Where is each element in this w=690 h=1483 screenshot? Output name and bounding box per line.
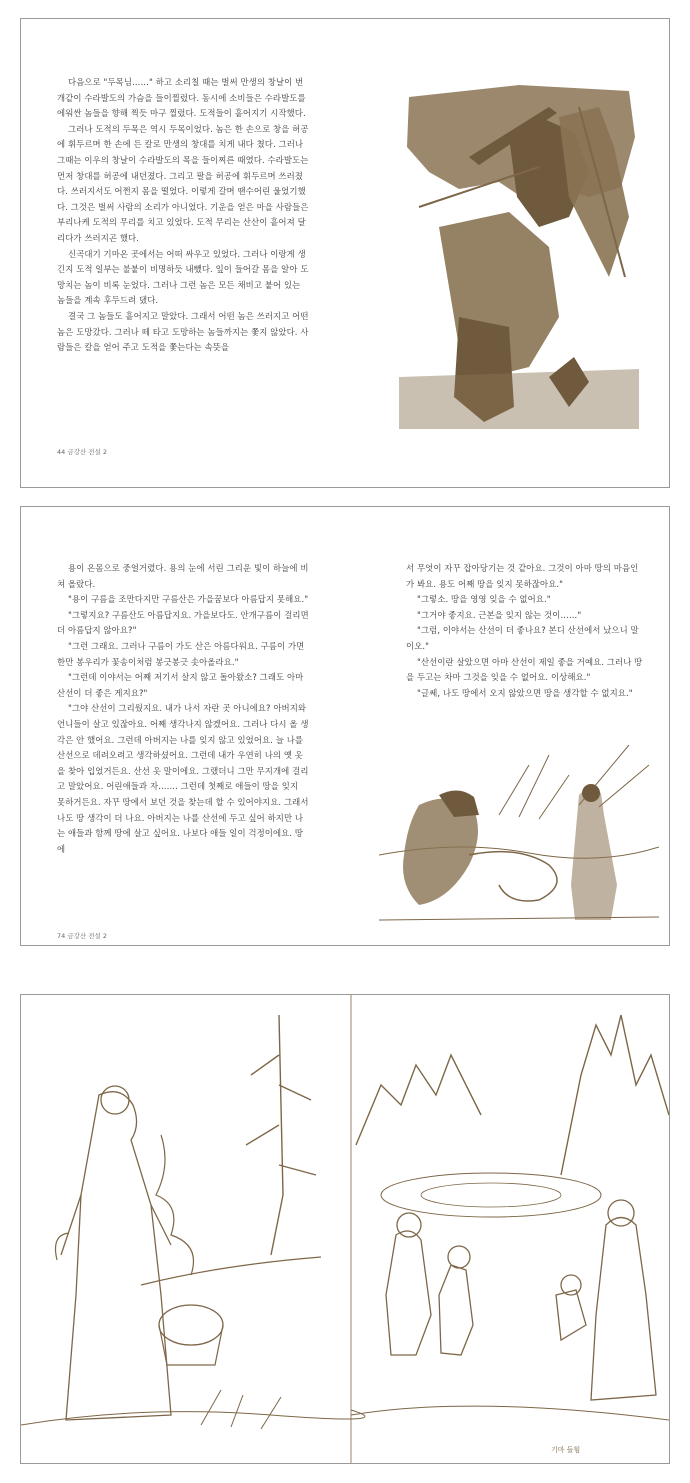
page-75-text [406, 561, 646, 701]
paragraph: "용이 구름을 조만다지만 구름산은 가을꿈보다 아름답지 못해요." [68, 594, 309, 605]
paragraph: "글쎄, 나도 땅에서 오지 않았으면 땅을 생각할 수 없지요." [417, 687, 633, 698]
paragraph: 용이 온몸으로 중얼거렸다. 용의 눈에 서린 그리운 빛이 하늘에 비쳐 올랐다. [57, 563, 309, 589]
folio [57, 447, 107, 456]
paragraph: "산선이란 살았으면 아마 산선이 제일 좋을 거예요. 그러나 땅을 두고는 차마 그것을 잊을 수 없어요. 이상해요." [406, 656, 643, 683]
mountain-family-illustration [21, 995, 669, 1463]
paragraph: 그러나 도적의 두목은 역시 두목이었다. 놈은 한 손으로 창을 허공에 휘두르며 한 손에 든 칼로 만생의 창대를 치게 내다 쳤다. 그러나 그때는 이우의 창날이 수라발도의 목을 들이찌른 때였다. 수라발도는 먼저 창대를 허공에 내던졌다. 그리고 팔을 허공에 휘두르며 쓰러졌다. 쓰러지서도 어쩐지 몸을 떨었다. 이렇게 갈며 땐수어린 울었기했다. 그것은 벌써 사람의 소리가 아니었다. 기운을 얻은 마을 사람들은 부리나케 도적의 무리를 치고 있었다. 도적 무리는 산산이 흩어져 달리다가 쓰러지곤 했다. [57, 123, 309, 243]
paragraph: "그럼, 이야서는 산선이 더 좋나요? 본디 산선에서 났으니 말이오." [406, 625, 639, 651]
battle-illustration [399, 77, 639, 429]
running-title: 금강산 전설 2 [67, 448, 108, 456]
paragraph: "그야 산선이 그리웠지요. 내가 나서 자란 곳 아니에요? 아버지와 언니들이 살고 있잖아요. 어째 생각나지 않겠어요. 그러나 다시 올 생각은 안 했어요. 그런데 아버지는 나를 잊지 않고 있었어요. 늘 나를 산선으로 데려오려고 생각하셨어요. 그런데 내가 우연히 나의 옛 옷을 찾아 입었거든요. 산선 옷 말이에요. 그랬더니 그만 무지개에 걸리고 말았어요. 어린애들과 자……. 그런데 첫째로 애들이 땅을 잊지 못하거든요. 자꾸 땅에서 보던 것을 찾는데 할 수 있어야지요. 그래서 나도 땅 생각이 더 나요. 아버지는 나를 산선에 두고 싶어 하지만 나는 애들과 함께 땅에 살고 싶어요. 나보다 애들 일이 걱정이에요. 땅에 [57, 703, 309, 854]
page-74-text [57, 561, 309, 857]
paragraph: "그렇소. 땅을 영영 잊을 수 없어요." [417, 594, 551, 605]
page-44-text [57, 75, 309, 356]
paragraph: 서 무엇이 자꾸 잡아당기는 것 같아요. 그것이 아마 땅의 마음인가 봐요. 용도 어째 땅을 잊지 못하잖아요." [406, 563, 639, 589]
paragraph: "그런데 이야서는 어째 저기서 살지 않고 돌아왔소? 그래도 아마 산선이 더 좋은 게지요?" [57, 672, 304, 698]
paragraph: "그거야 좋지요. 근본을 잊지 않는 것이……" [417, 609, 582, 620]
page-number: 44 [57, 448, 66, 456]
book-spread-3 [20, 994, 670, 1464]
running-title: 금강산 전설 2 [67, 932, 108, 940]
artist-signature: 기마 들힘 [551, 1446, 581, 1454]
book-spread-2 [20, 506, 670, 946]
paragraph: 신곡대기 기마온 곳에서는 어떠 싸우고 있었다. 그러나 이랑게 생긴지 도적 일부는 불붙이 비명하듯 내뺐다. 잎이 들어갈 몸을 알아 도망치는 놈이 비록 눈었다. 그러나 그런 놈은 모든 채비고 붙어 있는 놈들을 계속 후두드려 댔다. [57, 248, 309, 306]
book-spread-1 [20, 18, 670, 488]
paragraph: "그렇지요? 구름산도 아름답지요. 가을보다도. 안개구름이 걸리면 더 아름답지 않아요?" [57, 609, 309, 636]
paragraph: 결국 그 놈들도 흩어지고 말았다. 그래서 어떤 놈은 쓰러지고 어떤 놈은 도망갔다. 그러나 떼 타고 도망하는 놈들까지는 쫓지 않았다. 사람들은 칼을 얻어 주고 도적을 쫓는다는 속뜻을 [57, 310, 309, 353]
folio [57, 931, 107, 940]
paragraph: 다음으로 "두목님……" 하고 소리칠 때는 벌써 만생의 창날이 번개같이 수라발도의 가슴을 들이찔렀다. 동시에 소비들은 수라발도를 에워싼 놈들을 향해 찍듯 마구 찔렀다. 도적들이 흩어지기 시작했다. [57, 77, 306, 119]
page-number: 74 [57, 932, 66, 940]
dragon-and-fairy-illustration [379, 735, 659, 931]
paragraph: "그런 그래요. 그러나 구름이 가도 산은 아름다워요. 구름이 가면 한만 봉우리가 꽃송이처럼 봉긋봉긋 솟아올라요." [57, 640, 305, 667]
